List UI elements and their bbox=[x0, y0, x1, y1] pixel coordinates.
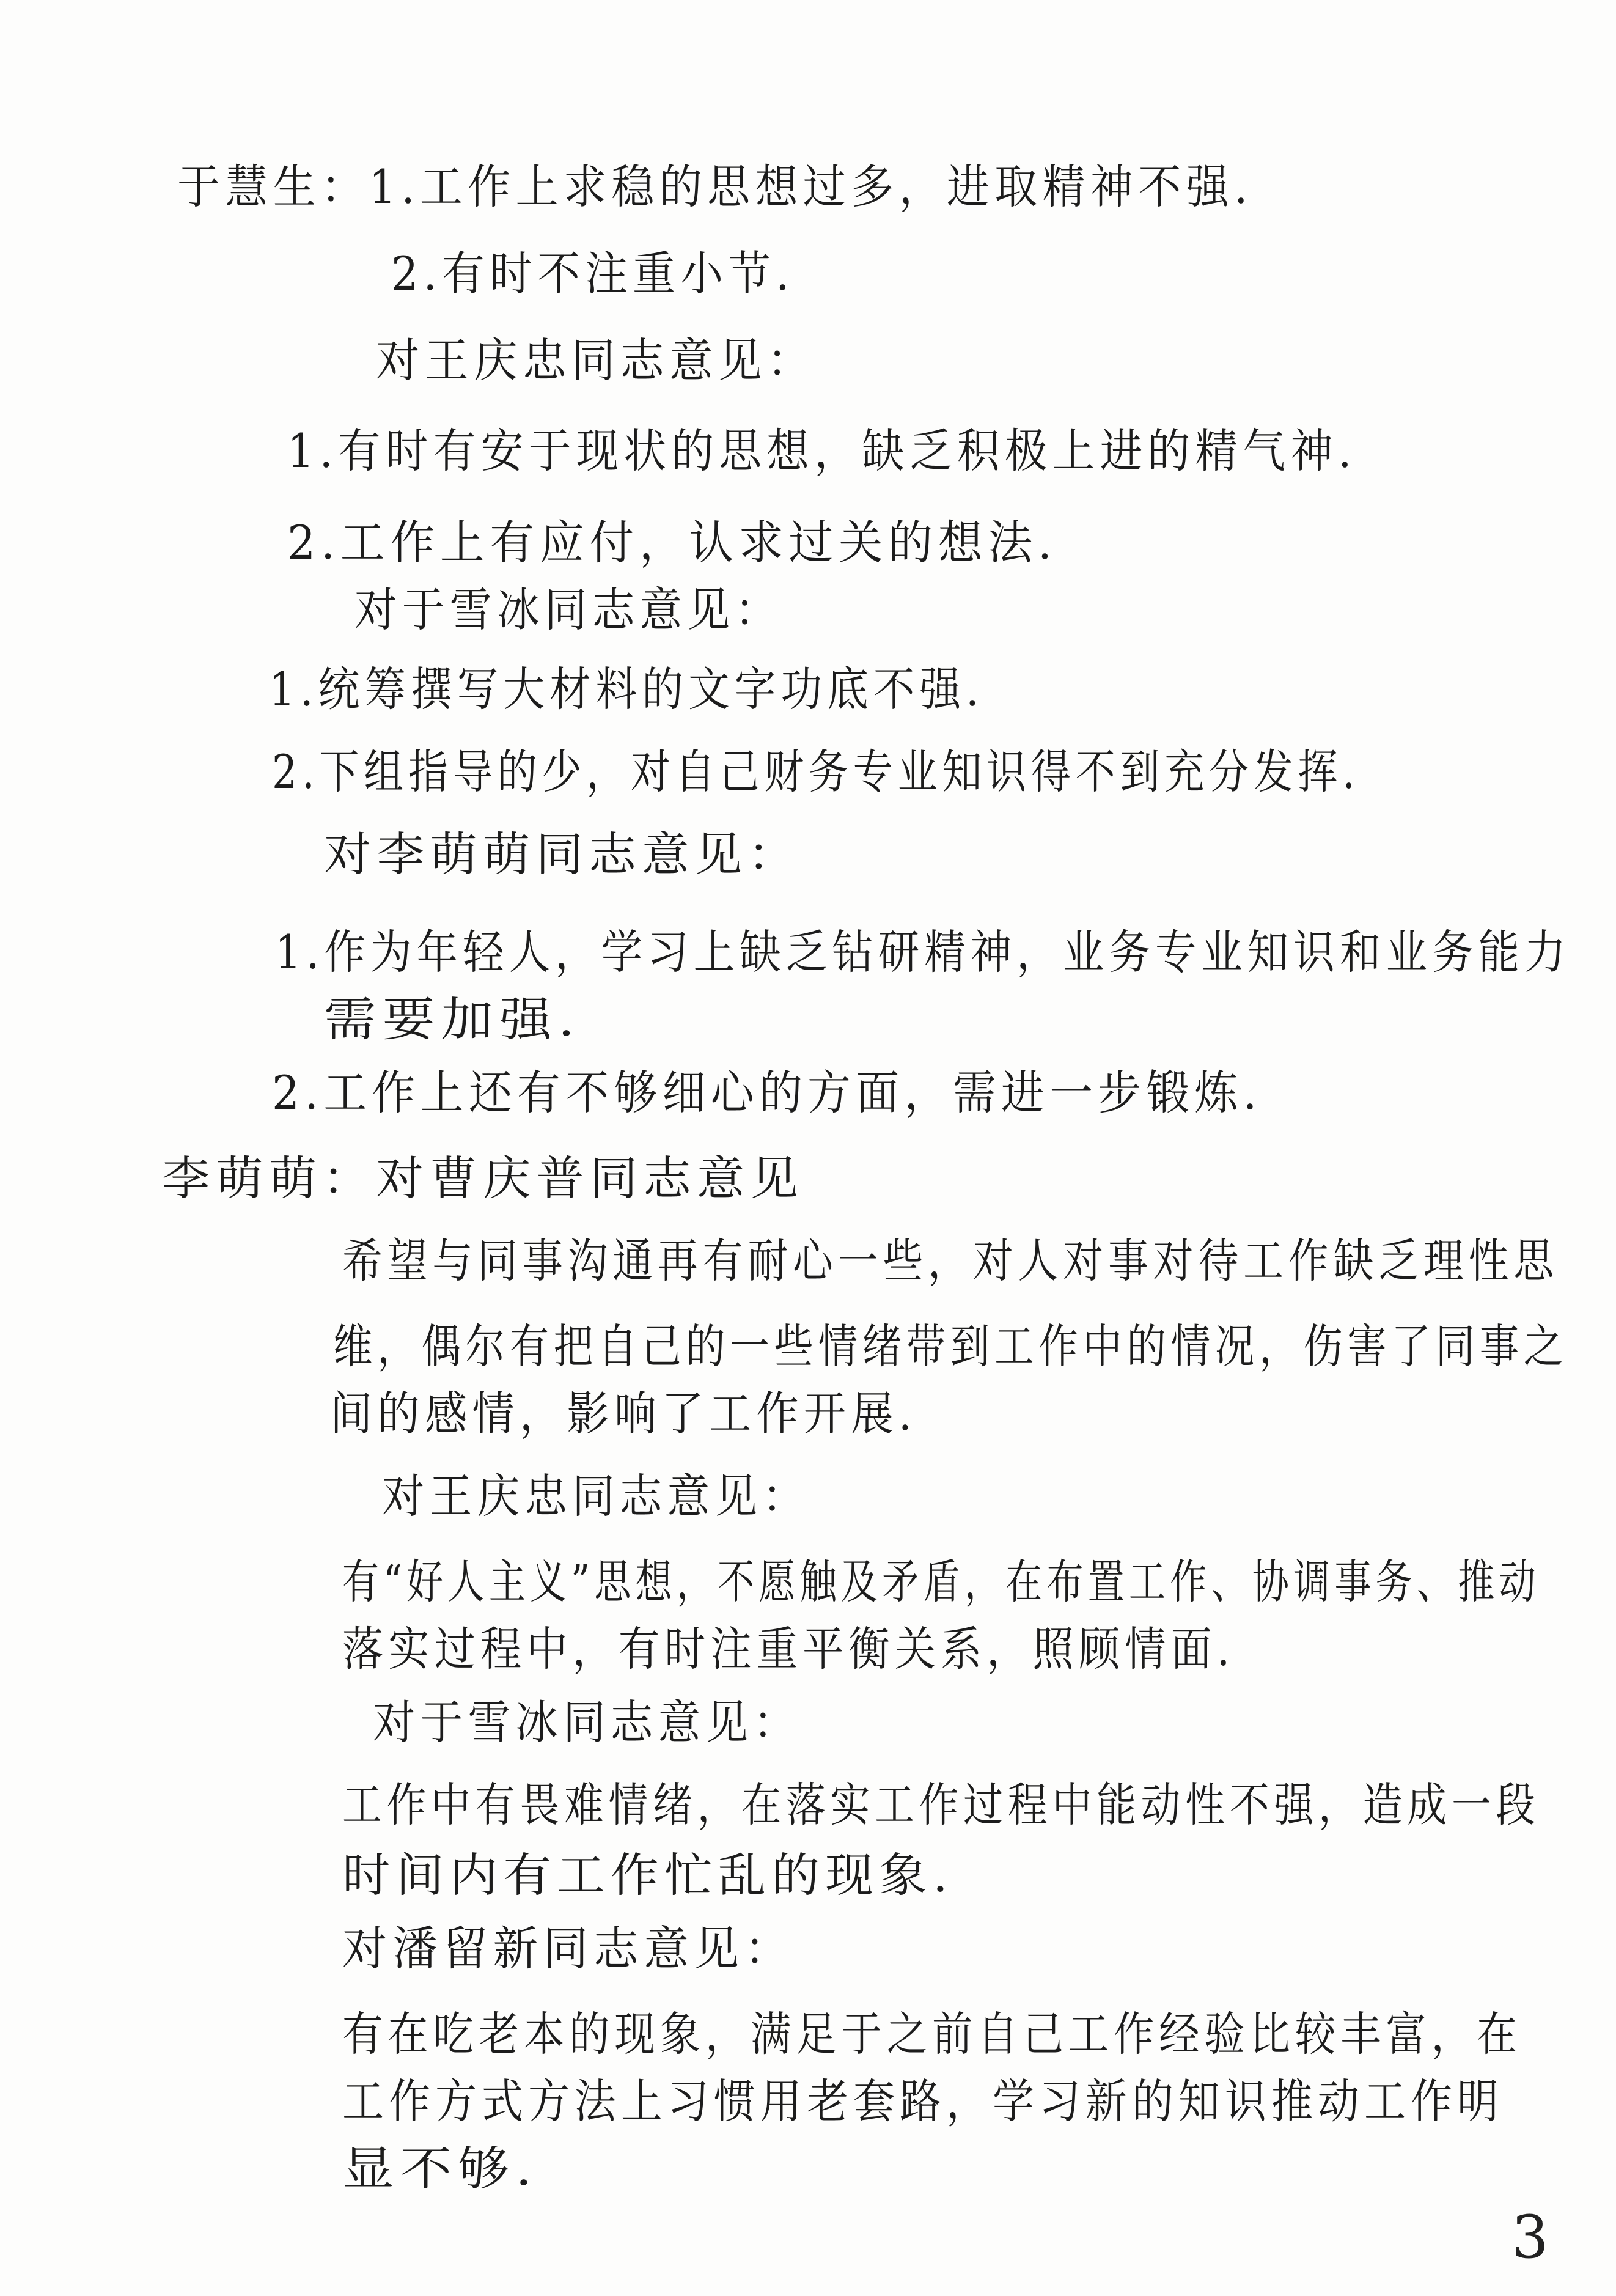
text-line: 对于雪冰同志意见： bbox=[373, 1695, 801, 1750]
text-line: 对王庆忠同志意见： bbox=[382, 1469, 810, 1523]
text-line: 1.有时有安于现状的思想，缺乏积极上进的精气神. bbox=[287, 424, 1357, 478]
text-line: 2.工作上还有不够细心的方面，需进一步锻炼. bbox=[272, 1065, 1262, 1120]
text-line: 对于雪冰同志意见： bbox=[354, 583, 782, 637]
text-line: 对王庆忠同志意见： bbox=[376, 333, 816, 388]
text-line: 显不够. bbox=[342, 2141, 538, 2196]
text-line: 对潘留新同志意见： bbox=[342, 1921, 795, 1976]
text-line: 维，偶尔有把自己的一些情绪带到工作中的情况，伤害了同事之 bbox=[333, 1319, 1568, 1374]
text-line: 落实过程中，有时注重平衡关系，照顾情面. bbox=[342, 1622, 1235, 1676]
text-line: 需要加强. bbox=[324, 992, 581, 1047]
text-line: 希望与同事沟通再有耐心一些，对人对事对待工作缺乏理性思 bbox=[342, 1234, 1559, 1288]
text-line: 2.有时不注重小节. bbox=[391, 246, 795, 301]
text-line: 工作中有畏难情绪，在落实工作过程中能动性不强，造成一段 bbox=[342, 1778, 1540, 1832]
text-line: 对李萌萌同志意见： bbox=[324, 827, 801, 881]
text-line: 工作方式方法上习惯用老套路，学习新的知识推动工作明 bbox=[342, 2074, 1504, 2129]
text-line: 2.工作上有应付，认求过关的想法. bbox=[287, 515, 1057, 570]
text-line: 2.下组指导的少，对自己财务专业知识得不到充分发挥. bbox=[272, 745, 1360, 799]
text-line: 李萌萌：对曹庆普同志意见 bbox=[162, 1151, 804, 1205]
text-line: 1.统筹撰写大材料的文字功底不强. bbox=[269, 662, 984, 716]
text-line: 有在吃老本的现象，满足于之前自己工作经验比较丰富，在 bbox=[342, 2007, 1522, 2061]
page-number: 3 bbox=[1511, 2203, 1549, 2272]
text-line: 时间内有工作忙乱的现象. bbox=[342, 1848, 954, 1902]
text-line: 有“好人主义”思想，不愿触及矛盾，在布置工作、协调事务、推动 bbox=[342, 1555, 1540, 1609]
text-line: 间的感情，影响了工作开展. bbox=[330, 1386, 917, 1441]
text-line: 1.作为年轻人，学习上缺乏钻研精神，业务专业知识和业务能力 bbox=[275, 925, 1571, 979]
text-line: 于慧生：1.工作上求稳的思想过多，进取精神不强. bbox=[177, 160, 1253, 214]
